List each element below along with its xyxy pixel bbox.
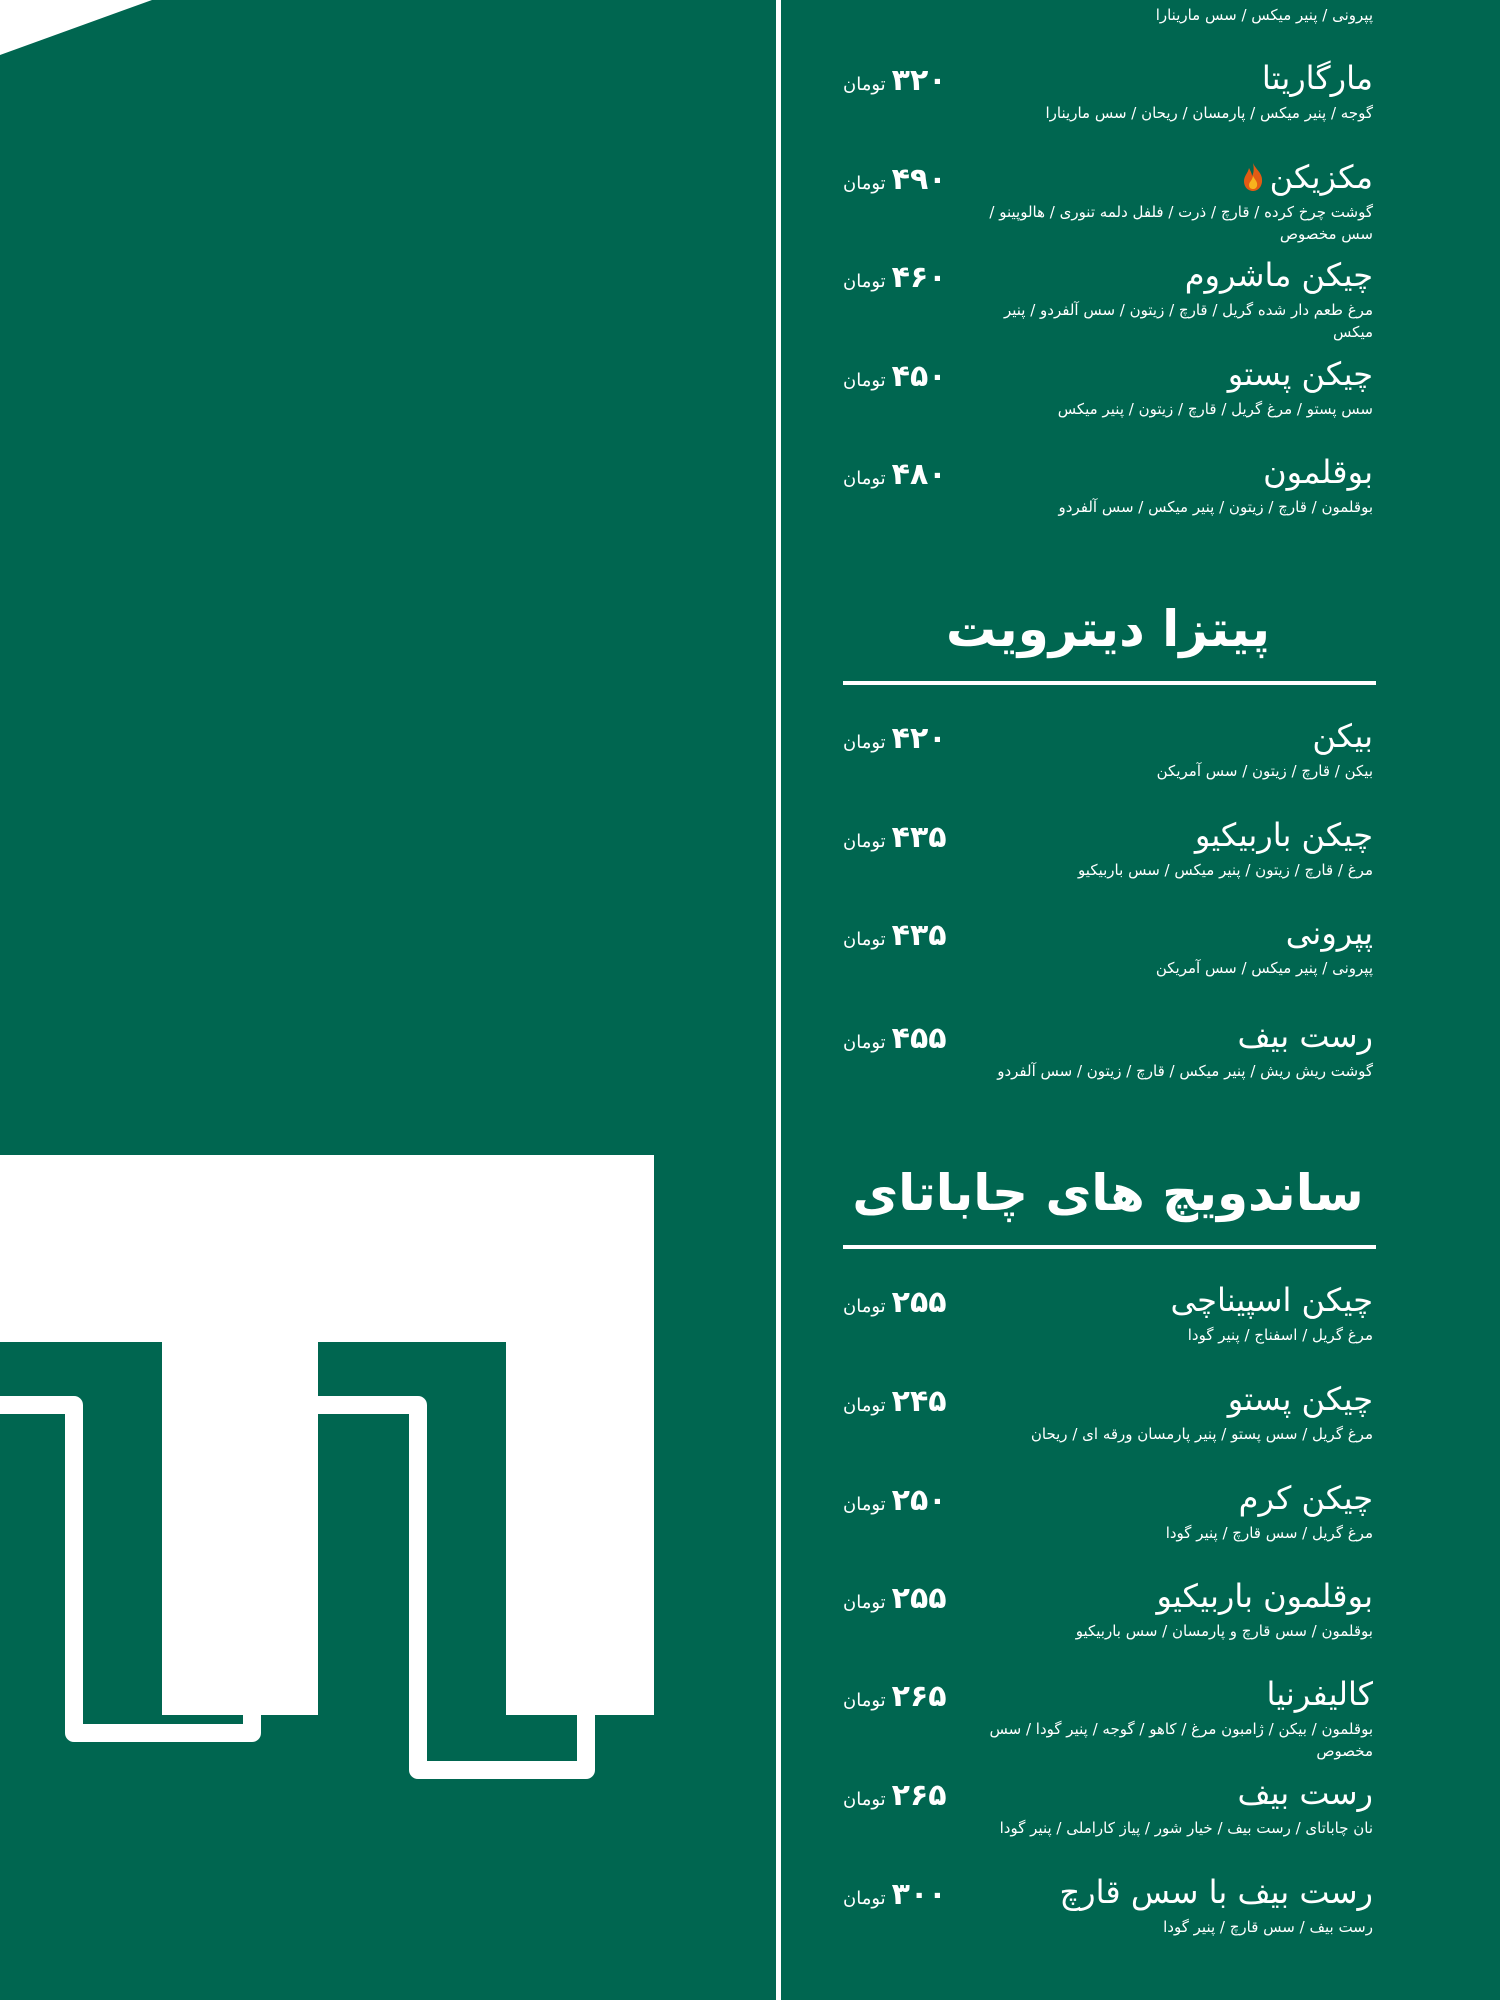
menu-item — [843, 1478, 1373, 1568]
price-value: ۴۵۰ — [891, 359, 947, 394]
item-description: گوجه / پنیر میکس / پارمسان / ریحان / سس مارینارا — [1045, 104, 1373, 122]
menu-item — [843, 1576, 1373, 1666]
price-unit: تومان — [843, 1690, 886, 1711]
item-description: مرغ گریل / سس قارچ / پنیر گودا — [1165, 1524, 1373, 1542]
item-description: بیکن / قارچ / زیتون / سس آمریکن — [1156, 762, 1373, 780]
fire-icon — [1242, 162, 1264, 192]
item-price — [843, 1483, 947, 1518]
item-price — [843, 721, 947, 756]
price-value: ۳۲۰ — [891, 63, 947, 98]
price-value: ۴۳۵ — [891, 820, 947, 855]
item-price — [843, 1581, 947, 1616]
price-value: ۴۶۰ — [891, 260, 947, 295]
price-unit: تومان — [843, 1296, 886, 1317]
item-price — [843, 162, 947, 197]
item-name: چیکن کرم — [1238, 1479, 1373, 1517]
menu-item — [843, 452, 1373, 542]
menu-item — [843, 1872, 1373, 1962]
item-description: بوقلمون / قارچ / زیتون / پنیر میکس / سس آلفردو — [1058, 498, 1373, 516]
price-value: ۲۶۵ — [891, 1679, 947, 1714]
price-unit: تومان — [843, 732, 886, 753]
menu-item — [843, 1379, 1373, 1469]
item-description: نان چاباتای / رست بیف / خیار شور / پیاز کاراملی / پنیر گودا — [999, 1819, 1373, 1837]
menu-item — [843, 1773, 1373, 1863]
item-name: رست بیف با سس قارچ — [1059, 1873, 1373, 1911]
vertical-divider — [776, 0, 781, 2000]
price-value: ۲۴۵ — [891, 1384, 947, 1419]
item-price — [843, 1679, 947, 1714]
item-name: چیکن اسپیناچی — [1170, 1281, 1373, 1319]
price-unit: تومان — [843, 271, 886, 292]
item-description: گوشت چرخ کرده / قارچ / ذرت / فلفل دلمه تنوری / هالوپینو / سس مخصوص — [989, 203, 1373, 243]
price-value: ۴۳۵ — [891, 918, 947, 953]
menu-item — [843, 1674, 1373, 1764]
item-price — [843, 918, 947, 953]
menu-item — [843, 815, 1373, 905]
item-name: رست بیف — [1237, 1017, 1373, 1055]
item-name: چیکن پستو — [1227, 355, 1373, 393]
item-name: چیکن ماشروم — [1184, 256, 1373, 294]
item-description: سس پستو / مرغ گریل / قارچ / زیتون / پنیر میکس — [1057, 400, 1373, 418]
item-price — [843, 1021, 947, 1056]
item-price — [843, 1384, 947, 1419]
item-price — [843, 1877, 947, 1912]
menu-item — [843, 255, 1373, 345]
price-value: ۲۵۵ — [891, 1581, 947, 1616]
price-value: ۲۵۵ — [891, 1285, 947, 1320]
section-rule — [843, 681, 1376, 685]
price-value: ۴۵۵ — [891, 1021, 947, 1056]
price-value: ۴۸۰ — [891, 457, 947, 492]
section-title: پیتزا دیترویت — [946, 600, 1270, 658]
item-price — [843, 1285, 947, 1320]
top-item-description: پپرونی / پنیر میکس / سس مارینارا — [1155, 6, 1373, 24]
price-unit: تومان — [843, 1395, 886, 1416]
menu-item — [843, 913, 1373, 1003]
price-unit: تومان — [843, 468, 886, 489]
price-unit: تومان — [843, 929, 886, 950]
price-value: ۳۰۰ — [891, 1877, 947, 1912]
item-name: بوقلمون باربیکیو — [1156, 1577, 1373, 1615]
menu-item — [843, 58, 1373, 148]
item-price — [843, 457, 947, 492]
item-price — [843, 359, 947, 394]
item-name: پپرونی — [1285, 914, 1373, 952]
price-unit: تومان — [843, 74, 886, 95]
item-description: بوقلمون / بیکن / ژامبون مرغ / کاهو / گوجه / پنیر گودا / سس مخصوص — [989, 1720, 1373, 1760]
top-corner-shape — [0, 0, 152, 55]
price-value: ۴۲۰ — [891, 721, 947, 756]
price-unit: تومان — [843, 173, 886, 194]
item-price — [843, 820, 947, 855]
item-name: بیکن — [1312, 717, 1373, 755]
price-value: ۴۹۰ — [891, 162, 947, 197]
item-name: چیکن پستو — [1227, 1380, 1373, 1418]
price-unit: تومان — [843, 1592, 886, 1613]
item-name: کالیفرنیا — [1266, 1675, 1373, 1713]
menu-item — [843, 716, 1373, 806]
price-value: ۲۵۰ — [891, 1483, 947, 1518]
item-description: بوقلمون / سس قارچ و پارمسان / سس باربیکیو — [1075, 1622, 1373, 1640]
section-rule — [843, 1245, 1376, 1249]
price-value: ۲۶۵ — [891, 1778, 947, 1813]
menu-panel — [843, 0, 1373, 2000]
section-title: ساندویچ های چاباتای — [852, 1164, 1364, 1222]
item-price — [843, 63, 947, 98]
item-description: پپرونی / پنیر میکس / سس آمریکن — [1155, 959, 1373, 977]
menu-item — [843, 354, 1373, 444]
item-description: مرغ / قارچ / زیتون / پنیر میکس / سس باربیکیو — [1078, 861, 1373, 879]
item-name: مکزیکن — [1269, 158, 1373, 196]
menu-item — [843, 1280, 1373, 1370]
item-description: گوشت ریش ریش / پنیر میکس / قارچ / زیتون / سس آلفردو — [997, 1062, 1373, 1080]
item-price — [843, 1778, 947, 1813]
item-description: مرغ طعم دار شده گریل / قارچ / زیتون / سس آلفردو / پنیر میکس — [1003, 301, 1373, 341]
item-name: مارگاریتا — [1261, 59, 1373, 97]
price-unit: تومان — [843, 1494, 886, 1515]
item-name-row — [1242, 157, 1373, 197]
item-description: رست بیف / سس قارچ / پنیر گودا — [1163, 1918, 1373, 1936]
item-description: مرغ گریل / اسفناج / پنیر گودا — [1187, 1326, 1373, 1344]
price-unit: تومان — [843, 370, 886, 391]
price-unit: تومان — [843, 1032, 886, 1053]
price-unit: تومان — [843, 831, 886, 852]
menu-item — [843, 1016, 1373, 1106]
price-unit: تومان — [843, 1789, 886, 1810]
item-description: مرغ گریل / سس پستو / پنیر پارمسان ورقه ای / ریحان — [1030, 1425, 1373, 1443]
price-unit: تومان — [843, 1888, 886, 1909]
item-name: بوقلمون — [1263, 453, 1373, 491]
item-price — [843, 260, 947, 295]
item-name: چیکن باربیکیو — [1194, 816, 1373, 854]
menu-item — [843, 157, 1373, 247]
item-name: رست بیف — [1237, 1774, 1373, 1812]
